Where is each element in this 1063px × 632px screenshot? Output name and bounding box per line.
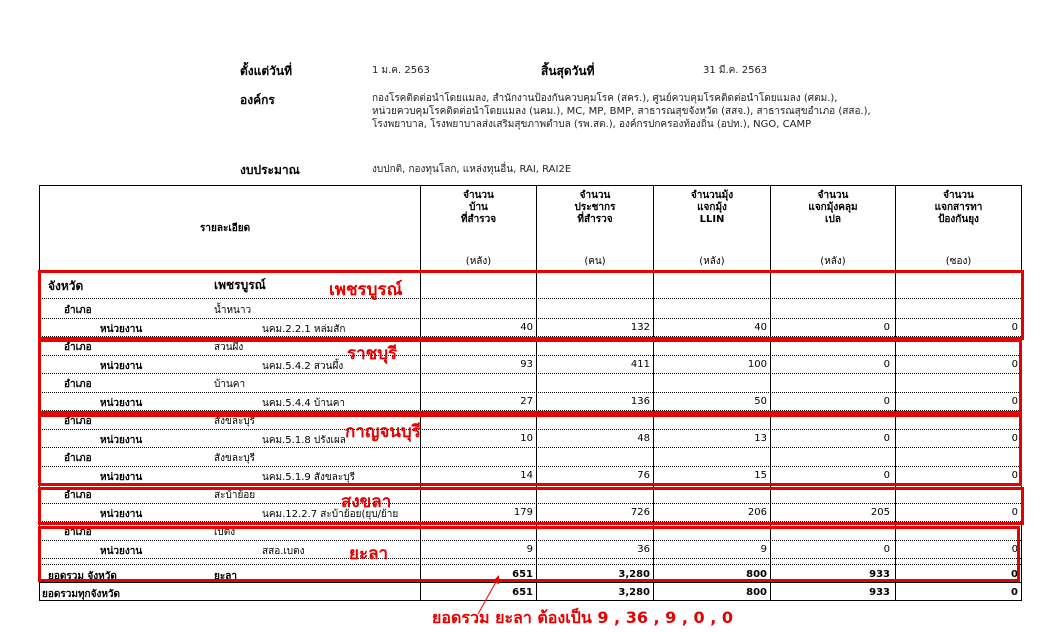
province-total-label: ยอดรวม จังหวัด: [48, 571, 117, 582]
unit-name: สสอ.เบตง: [262, 546, 305, 557]
value-cell: 0: [1011, 359, 1018, 370]
district-name: สวนผึ้ง: [214, 342, 244, 353]
value-cell: 36: [637, 544, 650, 555]
unit-label: หน่วยงาน: [100, 472, 143, 483]
col-header-line: ป้องกันยุง: [938, 214, 979, 225]
start-date-value: 1 ม.ค. 2563: [372, 65, 430, 76]
unit-label: หน่วยงาน: [100, 398, 143, 409]
grand-total-cell: 933: [869, 587, 890, 598]
value-cell: 0: [883, 544, 890, 555]
value-cell: 13: [754, 433, 767, 444]
district-label: อำเภอ: [64, 305, 92, 316]
arrow-head: [492, 575, 499, 584]
value-cell: 132: [630, 322, 650, 333]
col-header-line: จำนวน: [817, 190, 849, 201]
value-cell: 10: [520, 433, 533, 444]
annotation-label: กาญจนบุรี: [345, 422, 421, 442]
value-cell: 40: [754, 322, 767, 333]
district-label: อำเภอ: [64, 490, 92, 501]
province-name: เพชรบูรณ์: [214, 278, 266, 292]
col-header-line: เปล: [825, 214, 841, 225]
value-cell: 0: [883, 396, 890, 407]
unit-label: หน่วยงาน: [100, 546, 143, 557]
start-date-label: ตั้งแต่วันที่: [240, 64, 293, 78]
org-line: หน่วยควบคุมโรคติดต่อนำโดยแมลง (นคม.), MC, MP, BMP, สาธารณสุขจังหวัด (สสจ.), สาธารณสุขอำเภอ (สสอ.),: [372, 106, 871, 117]
district-label: อำเภอ: [64, 527, 92, 538]
unit-label: หน่วยงาน: [100, 509, 143, 520]
value-cell: 206: [747, 507, 767, 518]
unit-name: นคม.5.1.9 สังขละบุรี: [262, 472, 355, 483]
value-cell: 9: [526, 544, 533, 555]
value-cell: 9: [760, 544, 767, 555]
unit-label: หน่วยงาน: [100, 435, 143, 446]
annotation-box-songkhla: [38, 487, 1024, 525]
grand-total-cell: 3,280: [618, 587, 650, 598]
value-cell: 726: [630, 507, 650, 518]
unit-name: นคม.5.4.2 สวนผึ้ง: [262, 361, 344, 372]
value-cell: 0: [1011, 507, 1018, 518]
col-header-line: แจกสารทา: [934, 202, 983, 213]
annotation-label: ยะลา: [349, 544, 389, 564]
value-cell: 0: [883, 470, 890, 481]
table-border: [39, 600, 1022, 601]
col-header-line: แจกมุ้ง: [697, 202, 727, 213]
district-name: สังขละบุรี: [214, 453, 256, 464]
value-cell: 179: [513, 507, 533, 518]
col-header-hammock-net: [771, 190, 895, 226]
value-cell: 0: [1011, 544, 1018, 555]
col-header-line: จำนวน: [943, 190, 974, 201]
col-header-line: จำนวน: [463, 190, 494, 201]
province-total-cell: 933: [869, 569, 890, 580]
value-cell: 93: [520, 359, 533, 370]
org-label: องค์กร: [240, 93, 275, 107]
org-line: กองโรคติดต่อนำโดยแมลง, สำนักงานป้องกันควบคุมโรค (สคร.), ศูนย์ควบคุมโรคติดต่อนำโดยแมลง (ศตม.),: [372, 93, 838, 104]
value-cell: 0: [883, 322, 890, 333]
value-cell: 76: [637, 470, 650, 481]
unit-name: นคม.12.2.7 สะบ้าย้อย(ยุบ/ย้าย: [262, 509, 399, 520]
unit-name: นคม.5.4.4 บ้านคา: [262, 398, 346, 409]
table-border: [39, 582, 1022, 583]
unit-label: หน่วยงาน: [100, 361, 143, 372]
col-header-line: จำนวนมุ้ง: [690, 190, 734, 201]
province-label: จังหวัด: [48, 279, 84, 293]
col-header-population: [537, 190, 653, 226]
unit-label: (หลัง): [699, 256, 725, 267]
end-date-value: 31 มี.ค. 2563: [703, 65, 768, 76]
district-label: อำเภอ: [64, 342, 92, 353]
unit-name: นคม.5.1.8 ปรังเผล: [262, 435, 346, 446]
value-cell: 136: [630, 396, 650, 407]
province-total-cell: 800: [746, 569, 767, 580]
province-total-cell: 0: [1011, 569, 1018, 580]
annotation-box-phetchabun: [38, 270, 1024, 340]
annotation-label: สงขลา: [341, 492, 392, 512]
annotation-label: เพชรบูรณ์: [329, 280, 403, 300]
col-header-line: ประชากร: [574, 202, 616, 213]
detail-header: รายละเอียด: [200, 223, 251, 234]
district-label: อำเภอ: [64, 453, 92, 464]
col-header-line: ที่สำรวจ: [577, 214, 613, 225]
annotation-label: ราชบุรี: [347, 344, 398, 364]
district-label: อำเภอ: [64, 416, 92, 427]
district-name: น้ำหนาว: [214, 305, 252, 316]
value-cell: 14: [520, 470, 533, 481]
org-list: [372, 92, 972, 131]
value-cell: 40: [520, 322, 533, 333]
value-cell: 50: [754, 396, 767, 407]
province-total-cell: 3,280: [618, 569, 650, 580]
value-cell: 0: [1011, 322, 1018, 333]
unit-label: (คน): [584, 256, 606, 267]
table-border: [39, 185, 1022, 186]
district-label: อำเภอ: [64, 379, 92, 390]
col-header-houses: [421, 190, 536, 226]
value-cell: 27: [520, 396, 533, 407]
district-name: สะบ้าย้อย: [214, 490, 256, 501]
value-cell: 0: [1011, 396, 1018, 407]
district-name: เบตง: [214, 527, 236, 538]
budget-value: งบปกติ, กองทุนโลก, แหล่งทุนอื่น, RAI, RAI2E: [372, 164, 572, 175]
col-header-llin: [654, 190, 770, 226]
end-date-label: สิ้นสุดวันที่: [541, 64, 595, 78]
value-cell: 0: [1011, 433, 1018, 444]
org-line: โรงพยาบาล, โรงพยาบาลส่งเสริมสุขภาพตำบล (รพ.สต.), องค์กรปกครองท้องถิ่น (อปท.), NGO, CAMP: [372, 119, 812, 130]
province-total-name: ยะลา: [214, 571, 237, 582]
district-name: สังขละบุรี: [214, 416, 256, 427]
annotation-box-kanchanaburi: [38, 414, 1022, 486]
province-total-cell: 651: [512, 569, 533, 580]
col-header-line: บ้าน: [469, 202, 488, 213]
unit-label: (หลัง): [465, 256, 492, 267]
value-cell: 411: [630, 359, 650, 370]
col-header-line: ที่สำรวจ: [460, 214, 497, 225]
annotation-box-ratchaburi: [38, 339, 1022, 414]
value-cell: 0: [883, 359, 890, 370]
col-header-line: แจกมุ้งคลุม: [808, 202, 858, 213]
district-name: บ้านคา: [214, 379, 246, 390]
col-header-repellent: [896, 190, 1021, 226]
value-cell: 100: [747, 359, 767, 370]
col-header-line: LLIN: [699, 214, 725, 225]
value-cell: 15: [754, 470, 767, 481]
annotation-note: ยอดรวม ยะลา ต้องเป็น 9 , 36 , 9 , 0 , 0: [432, 608, 734, 627]
value-cell: 0: [883, 433, 890, 444]
unit-label: (หลัง): [820, 256, 846, 267]
unit-name: นคม.2.2.1 หล่มสัก: [262, 324, 346, 335]
unit-label: หน่วยงาน: [100, 324, 143, 335]
grand-total-cell: 0: [1011, 587, 1018, 598]
unit-label: (ซอง): [945, 256, 972, 267]
grand-total-cell: 800: [746, 587, 767, 598]
grand-total-cell: 651: [512, 587, 533, 598]
value-cell: 48: [637, 433, 650, 444]
value-cell: 205: [870, 507, 890, 518]
budget-label: งบประมาณ: [240, 163, 300, 177]
value-cell: 0: [1011, 470, 1018, 481]
annotation-box-yala: [38, 526, 1020, 582]
grand-total-label: ยอดรวมทุกจังหวัด: [42, 589, 121, 600]
col-header-line: จำนวน: [579, 190, 611, 201]
